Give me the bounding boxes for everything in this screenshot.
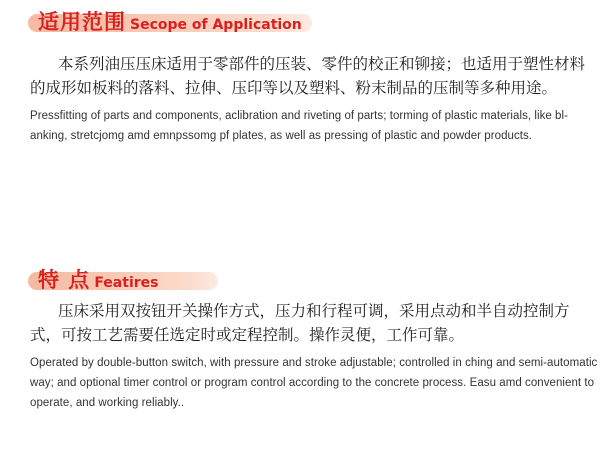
features-title-cn: 特 点 [38, 268, 91, 292]
features-heading-text [38, 266, 158, 297]
application-title-cn: 适用范围 [38, 10, 126, 34]
features-text-cn: 压床采用双按钮开关操作方式，压力和行程可调，采用点动和半自动控制方式，可按工艺需要任选定时或定程控制。操作灵便，工作可靠。 [30, 302, 570, 344]
features-title-en: Featires [94, 275, 159, 291]
application-heading-text [38, 8, 302, 39]
features-section [0, 258, 613, 413]
application-heading [28, 0, 312, 34]
application-text-cn: 本系列油压压床适用于零部件的压装、零件的校正和铆接；也适用于塑性材料的成形如板料的落料、拉伸、压印等以及塑料、粉末制品的压制等多种用途。 [30, 55, 586, 97]
features-text-en: Operated by double-button switch, with pressure and stroke adjustable; controlled in ching and semi-automatic way; and optional timer control or program control according to the concrete process. Easu amd convenient to operate, and working reliably.. [30, 357, 598, 409]
application-title-en: Secope of Application [130, 17, 302, 33]
application-section [0, 0, 613, 146]
application-text-en: Pressfitting of parts and components, aclibration and riveting of parts; torming of plastic materials, like bl-anking, stretcjomg amd emnpssomg pf plates, as well as pressing of plastic and powder products. [30, 110, 568, 142]
features-heading [28, 258, 218, 292]
